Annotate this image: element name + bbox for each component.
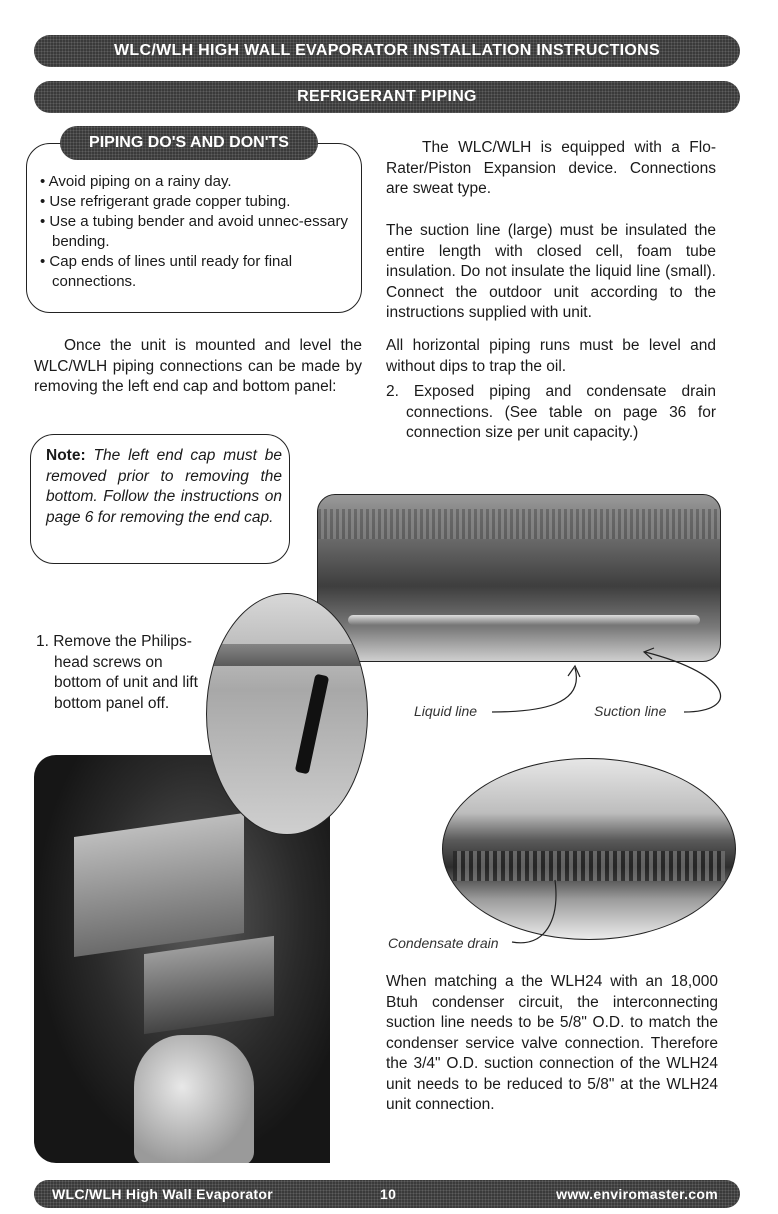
suction-line-caption: Suction line xyxy=(594,703,667,719)
list-item: • Avoid piping on a rainy day. xyxy=(40,173,232,190)
footer-title: WLC/WLH High Wall Evaporator xyxy=(52,1186,273,1202)
suction-paragraph: The suction line (large) must be insulated the entire length with closed cell, foam tube insulation. Do not insulate the liquid line (small). Connect the outdoor unit according to the instructions supplied with unit. xyxy=(386,222,716,321)
condensate-drain-caption: Condensate drain xyxy=(388,935,499,951)
step-2: 2. Exposed piping and condensate drain connections. (See table on page 36 for connection size per unit capacity.) xyxy=(386,383,716,441)
liquid-line-caption: Liquid line xyxy=(414,703,478,719)
section-title: REFRIGERANT PIPING xyxy=(34,81,740,113)
page-number: 10 xyxy=(380,1186,397,1202)
matching-paragraph: When matching a the WLH24 with an 18,000 Btuh condenser circuit, the interconnecting suction line needs to be 5/8" O.D. to match the condenser service valve connection. Therefore the 3/4" O.D. suction connection of the WLH24 unit needs to be reduced to 5/8" at the WLH24 unit connection. xyxy=(386,973,718,1113)
document-header: WLC/WLH HIGH WALL EVAPORATOR INSTALLATION INSTRUCTIONS xyxy=(34,35,740,67)
footer-url: www.enviromaster.com xyxy=(556,1186,718,1202)
step-1: 1. Remove the Philips-head screws on bottom of unit and lift bottom panel off. xyxy=(36,633,198,712)
mount-paragraph: Once the unit is mounted and level the WLC/WLH piping connections can be made by removing the left end cap and bottom panel: xyxy=(34,337,362,395)
intro-paragraph: The WLC/WLH is equipped with a Flo-Rater/Piston Expansion device. Connections are sweat type. xyxy=(386,139,716,197)
list-item: • Use a tubing bender and avoid unnec-essary bending. xyxy=(40,213,348,250)
list-item: • Cap ends of lines until ready for final connections. xyxy=(40,253,293,290)
note-body: The left end cap must be removed prior to removing the bottom. Follow the instructions on page 6 for removing the end cap. xyxy=(46,447,282,526)
note-label: Note: xyxy=(46,447,86,464)
document-footer xyxy=(34,1180,740,1208)
horizontal-paragraph: All horizontal piping runs must be level and without dips to trap the oil. xyxy=(386,337,716,375)
list-item: • Use refrigerant grade copper tubing. xyxy=(40,193,291,210)
dos-donts-title: PIPING DO'S AND DON'TS xyxy=(60,126,318,160)
